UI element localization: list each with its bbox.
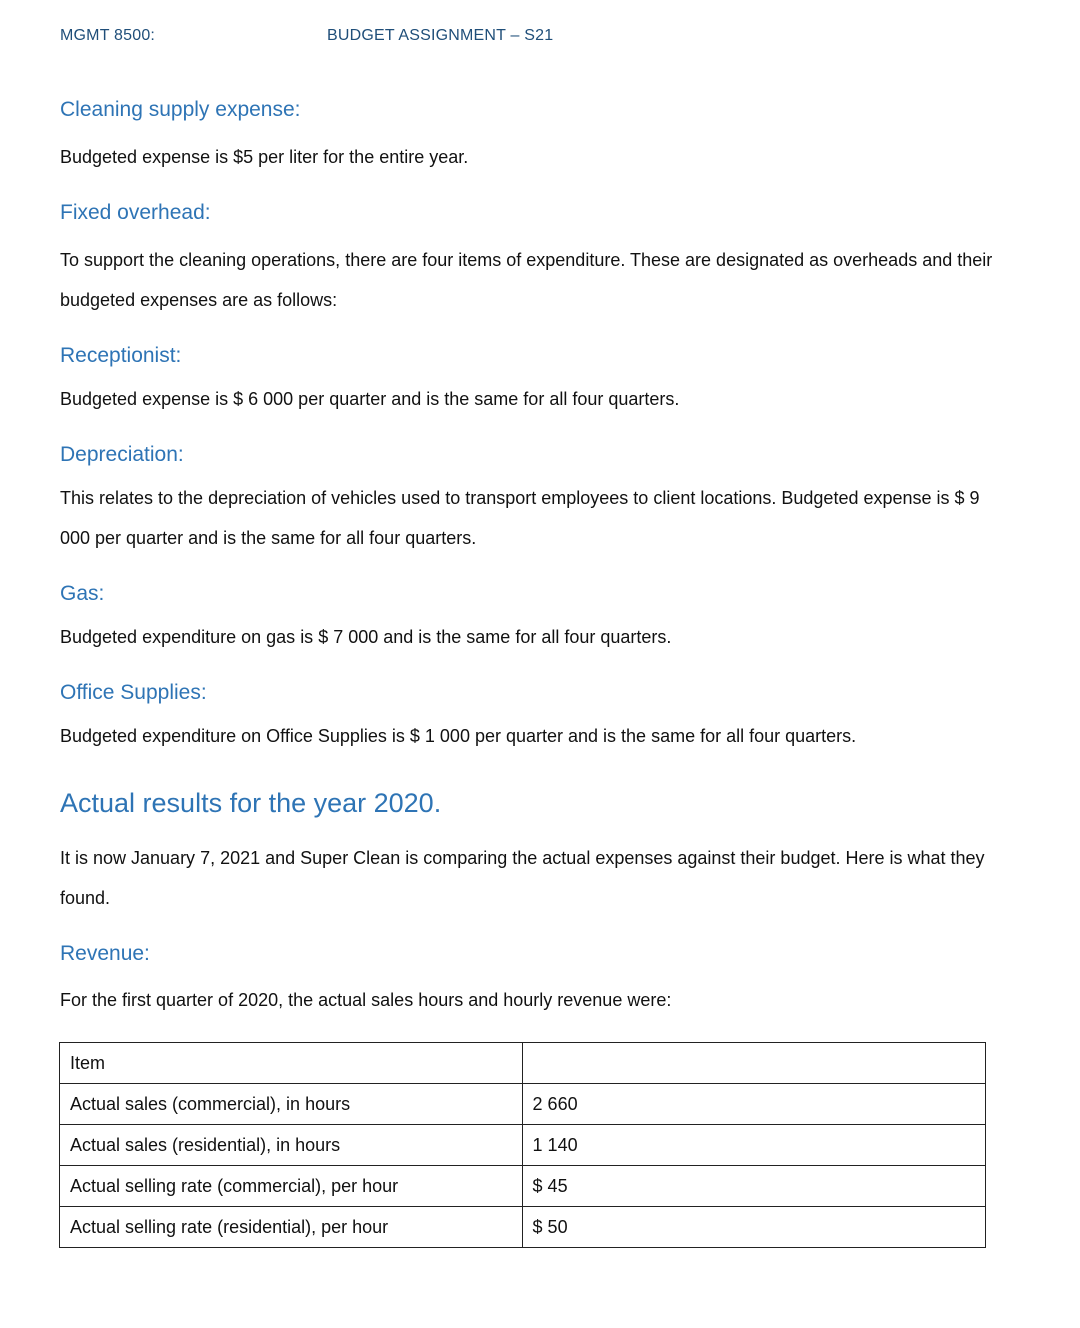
fixed-overhead-text: To support the cleaning operations, there are four items of expenditure. These are designated as overheads and their budgeted expenses are as follows: [60,250,993,310]
course-code: MGMT 8500: [60,27,156,44]
table-cell-item: Actual sales (residential), in hours [60,1125,523,1166]
table-cell-item: Actual selling rate (commercial), per hour [60,1166,523,1207]
revenue-heading: Revenue: [60,942,150,965]
receptionist-text: Budgeted expense is $ 6 000 per quarter and is the same for all four quarters. [60,389,680,409]
actual-results-heading: Actual results for the year 2020. [60,788,442,818]
table-header-cell: Item [60,1043,523,1084]
revenue-text: For the first quarter of 2020, the actual sales hours and hourly revenue were: [60,990,672,1010]
table-row [60,1207,986,1248]
actual-sales-table [59,1042,986,1248]
table-header-row [60,1043,986,1084]
table-row [60,1084,986,1125]
table-cell-value: $ 50 [522,1207,985,1248]
table-cell-value: 1 140 [522,1125,985,1166]
table-cell-item: Actual sales (commercial), in hours [60,1084,523,1125]
receptionist-heading: Receptionist: [60,344,182,367]
fixed-overhead-heading: Fixed overhead: [60,201,211,224]
table-header-cell [522,1043,985,1084]
gas-heading: Gas: [60,582,105,605]
cleaning-supply-heading: Cleaning supply expense: [60,98,301,121]
table-cell-value: 2 660 [522,1084,985,1125]
office-supplies-text: Budgeted expenditure on Office Supplies is $ 1 000 per quarter and is the same for all four quarters. [60,726,857,746]
office-supplies-heading: Office Supplies: [60,681,207,704]
table-row [60,1166,986,1207]
actual-results-text: It is now January 7, 2021 and Super Clean is comparing the actual expenses against their budget. Here is what they found. [60,848,985,908]
table-cell-value: $ 45 [522,1166,985,1207]
document-title: BUDGET ASSIGNMENT – S21 [327,27,554,44]
gas-text: Budgeted expenditure on gas is $ 7 000 and is the same for all four quarters. [60,627,672,647]
table-cell-item: Actual selling rate (residential), per hour [60,1207,523,1248]
table-row [60,1125,986,1166]
cleaning-supply-text: Budgeted expense is $5 per liter for the entire year. [60,147,469,167]
depreciation-heading: Depreciation: [60,443,184,466]
depreciation-text: This relates to the depreciation of vehicles used to transport employees to client locations. Budgeted expense is $ 9 000 per quarter and is the same for all four quarters. [60,488,980,548]
